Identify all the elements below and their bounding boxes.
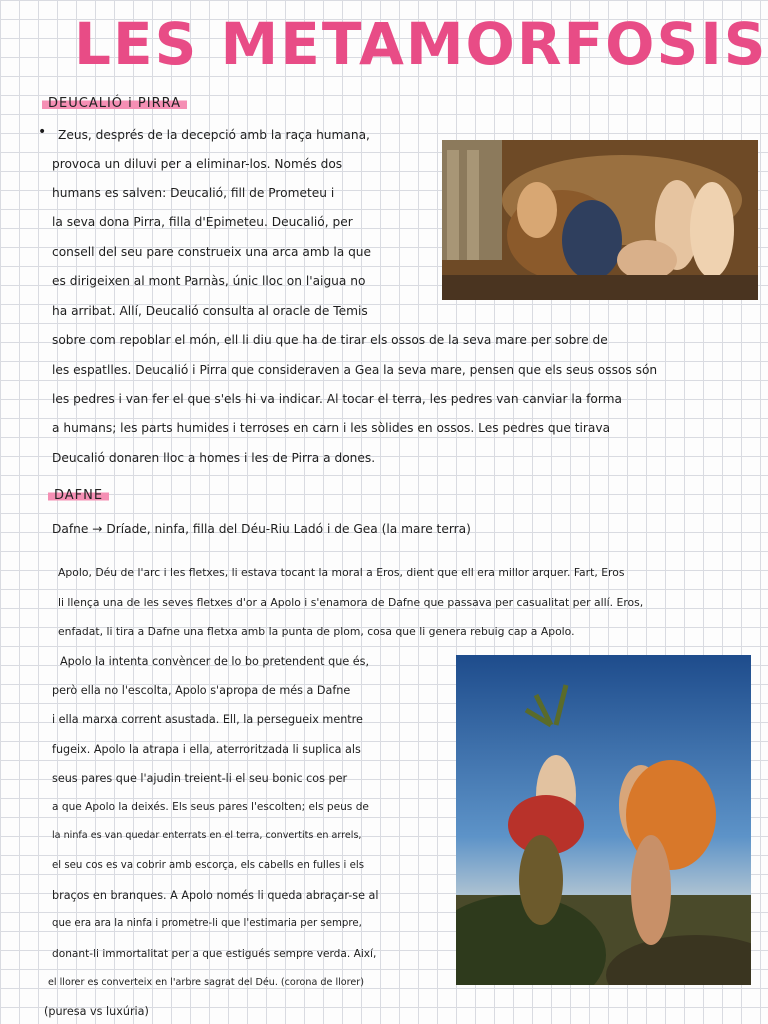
deucalion-pyrrha-painting	[442, 140, 758, 300]
text-line: les pedres i van fer el que s'els hi va indicar. Al tocar el terra, les pedres van canviar la forma	[52, 392, 622, 406]
text-line: seus pares que l'ajudin treient-li el seu bonic cos per	[52, 772, 348, 785]
text-line: les espatlles. Deucalió i Pirra que consideraven a Gea la seva mare, pensen que els seus ossos són	[52, 363, 658, 377]
text-line: Zeus, després de la decepció amb la raça humana,	[58, 128, 370, 142]
text-line: però ella no l'escolta, Apolo s'apropa de més a Dafne	[52, 684, 351, 697]
text-line: la seva dona Pirra, filla d'Epimeteu. Deucalió, per	[52, 215, 353, 229]
text-line: li llença una de les seves fletxes d'or a Apolo i s'enamora de Dafne que passava per casualitat per allí. Eros,	[58, 596, 644, 609]
text-line: a humans; les parts humides i terroses en carn i les sòlides en ossos. Les pedres que tirava	[52, 421, 611, 435]
page-title: LES METAMORFOSIS	[74, 10, 768, 78]
definition-line: Dafne → Dríade, ninfa, filla del Déu-Riu Ladó i de Gea (la mare terra)	[52, 522, 471, 536]
text-line: provoca un diluvi per a eliminar-los. Només dos	[52, 157, 343, 171]
text-line: que era ara la ninfa i prometre-li que l'estimaria per sempre,	[52, 918, 362, 929]
text-line: la ninfa es van quedar enterrats en el terra, convertits en arrels,	[52, 830, 362, 841]
text-line: Deucalió donaren lloc a homes i les de Pirra a dones.	[52, 451, 376, 465]
text-line: humans es salven: Deucalió, fill de Prometeu i	[52, 186, 335, 200]
text-line: a que Apolo la deixés. Els seus pares l'escolten; els peus de	[52, 801, 369, 813]
section-heading-deucalio: DEUCALIÓ i PIRRA	[42, 96, 187, 111]
apollo-daphne-painting	[456, 655, 751, 985]
text-line: fugeix. Apolo la atrapa i ella, aterroritzada li suplica als	[52, 743, 361, 756]
text-line: el seu cos es va cobrir amb escorça, els cabells en fulles i els	[52, 860, 365, 871]
text-line: Apolo la intenta convèncer de lo bo pretendent que és,	[60, 655, 370, 668]
bullet-point: •	[38, 124, 47, 140]
text-line: i ella marxa corrent asustada. Ell, la persegueix mentre	[52, 713, 363, 726]
text-line: braços en branques. A Apolo només li queda abraçar-se al	[52, 889, 379, 902]
text-line: ha arribat. Allí, Deucalió consulta al oracle de Temis	[52, 304, 368, 318]
text-line: donant-li immortalitat per a que estigués sempre verda. Així,	[52, 948, 377, 960]
text-line: consell del seu pare construeix una arca amb la que	[52, 245, 372, 259]
text-line: es dirigeixen al mont Parnàs, únic lloc on l'aigua no	[52, 274, 366, 288]
text-line: Apolo, Déu de l'arc i les fletxes, li estava tocant la moral a Eros, dient que ell era millor arquer. Fart, Eros	[58, 566, 625, 579]
text-line: enfadat, li tira a Dafne una fletxa amb la punta de plom, cosa que li genera rebuig cap a Apolo.	[58, 625, 575, 638]
text-line: sobre com repoblar el món, ell li diu que ha de tirar els ossos de la seva mare per sobre de	[52, 333, 608, 347]
text-line: el llorer es converteix en l'arbre sagrat del Déu. (corona de llorer)	[48, 977, 364, 988]
text-line: (puresa vs luxúria)	[44, 1005, 149, 1018]
section-heading-dafne: DAFNE	[48, 488, 109, 503]
